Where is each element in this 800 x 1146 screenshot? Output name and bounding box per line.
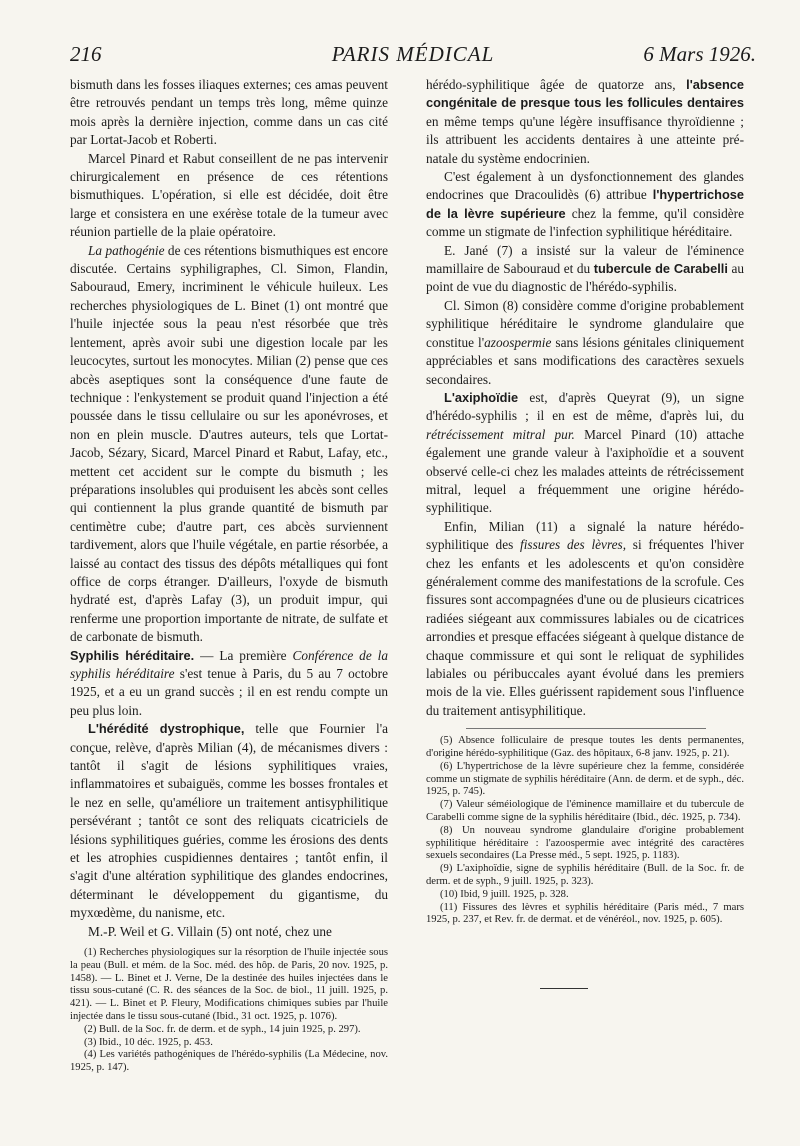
paragraph bbox=[426, 389, 744, 518]
footnote: (11) Fissures des lèvres et syphilis héréditaire (Paris méd., 7 mars 1925, p. 237, et Rev. fr. de dermat. et de vénéréol., nov. 1925, p. 605). bbox=[426, 901, 744, 926]
paragraph-text: de ces rétentions bismuthiques est encore discutée. Certains syphiligraphes, Cl. Simon, Flandin, Sabouraud, Emery, incriminent le véhicule huileux. Les recherches physiologiques de L. Binet (1) ont montré que l'huile injectée sous la peau n'est résorbée que très lentement, après avoir subi une digestion locale par les leucocytes, surtout les monocytes. Milian (2) pense que ces abcès aseptiques sont la conséquence d'une faute de technique : l'enkystement se produit quand l'injection a été poussée dans le tissu cellulaire ou sur les aponévroses, et non en plein muscle. D'autres auteurs, tels que Lortat-Jacob, Sézary, Sicard, Marcel Pinard et Rabut, Lafay, etc., mettent cet accident sur le compte du bismuth ; les préparations insolubles qui produisent les abcès sont celles qui contiennent la plus grande quantité de bismuth par centimètre cube; d'autre part, ces abcès surviennent tardivement, alors que l'huile végétale, en partie résorbée, a laissé au contact des tissus des dépôts métalliques qui font office de corps étranger. D'ailleurs, l'oxyde de bismuth hydraté est, d'après Lafay (3), un produit impur, qui renferme une proportion importante de nitrate, de sulfate et de carbonate de bismuth. bbox=[70, 242, 389, 645]
section-heading: Syphilis héréditaire. bbox=[70, 647, 195, 663]
emphasis: fissures des lèvres, bbox=[520, 537, 627, 553]
page-number: 216 bbox=[70, 42, 102, 66]
paragraph-text: Cl. Simon (8) considère comme d'origine probablement syphilitique héréditaire le syndrome glandulaire que constitue l' bbox=[426, 297, 744, 350]
footnote: (10) Ibid, 9 juill. 1925, p. 328. bbox=[440, 888, 569, 900]
highlight: tubercule de Carabelli bbox=[593, 261, 728, 277]
emphasis: rétrécissement mitral pur. bbox=[426, 426, 575, 442]
paragraph-text: C'est également à un dysfonctionnement des glandes endocrines que Dracoulidès (6) attribue bbox=[426, 169, 744, 203]
paragraph bbox=[426, 76, 744, 168]
footnote: (5) Absence folliculaire de presque toutes les dents permanentes, d'origine hérédo-syphilitique (Gaz. des hôpitaux, 6-8 janv. 1925, p. 21). bbox=[426, 735, 744, 760]
emphasis: Conférence de la syphilis héréditaire bbox=[70, 647, 388, 681]
paragraph: M.-P. Weil et G. Villain (5) ont noté, chez une bbox=[88, 923, 332, 939]
left-column bbox=[70, 76, 388, 1075]
section-heading: L'hérédité dystrophique, bbox=[88, 721, 245, 737]
paragraph-text: au point de vue du diagnostic de l'hérédo-syphilis. bbox=[426, 261, 745, 295]
footnote-divider bbox=[466, 728, 706, 729]
paragraph-text: en même temps qu'une légère insuffisance thyroïdienne ; ils attribuent les accidents dentaires à une atteinte pré-natale du système endocrinien. bbox=[426, 113, 744, 166]
paragraph-text: chez la femme, qu'il considère comme un stigmate de l'infection syphilitique héréditaire. bbox=[426, 205, 745, 240]
paragraph-text: telle que Fournier l'a conçue, relève, d'après Milian (4), de mécanismes divers : tantôt il s'agit de lésions syphilitiques vraies, inflammatoires et subaiguës, comme les bosses frontales et le nez en selle, qu'améliore un traitement antisyphilitique persévérant ; tantôt ce sont des reliquats cicatriciels de lésions syphilitiques guéries, comme les érosions des dents et les atrophies cuspidiennes dentaires ; tantôt enfin, il s'agit d'une altération syphilitique des glandes endocrines, déterminant le développement du gigantisme, du myxœdème, du nanisme, etc. bbox=[70, 721, 388, 921]
paragraph-text: E. Jané (7) a insisté sur la valeur de l'éminence mamillaire de Sabouraud et du bbox=[426, 242, 744, 277]
page-header bbox=[70, 42, 756, 66]
paragraph bbox=[426, 242, 744, 297]
paragraph bbox=[70, 647, 388, 721]
paragraph-text: si fréquentes l'hiver chez les enfants et les adolescents et qu'on considère généralement comme des manifestations de la scrofule. Ces fissures sont accompagnées d'une ou de plusieurs cicatrices radiées siégeant aux commissures labiales ou de cicatrices arrondies et presque effacées siégeant à quelque distance de chaque commissure et qui sont le reliquat de syphilides labiales ou péribuccales ayant évolué dans les premiers mois de la vie. Elles guérissent rapidement sous l'influence du traitement antisyphilitique. bbox=[426, 537, 744, 718]
highlight: l'hypertrichose de la lèvre supérieure bbox=[426, 187, 744, 221]
footnote: (9) L'axiphoïdie, signe de syphilis héréditaire (Bull. de la Soc. fr. de derm. et de syph., 9 juill. 1925, p. 323). bbox=[426, 863, 744, 887]
highlight: l'absence congénitale de presque tous les follicules dentaires bbox=[426, 77, 744, 111]
footnotes bbox=[426, 735, 744, 927]
journal-title: PARIS MÉDICAL bbox=[331, 42, 495, 66]
paragraph-text: Enfin, Milian (11) a signalé la nature hérédo-syphilitique des bbox=[426, 518, 744, 553]
paragraph-text: Marcel Pinard (10) attache également une grande valeur à l'axiphoïdie et a souvent observé celle-ci chez les malades atteints de rétrécissement mitral, lequel a fréquemment une origine hérédo-syphilitique. bbox=[426, 426, 744, 516]
issue-date: 6 Mars 1926. bbox=[643, 42, 756, 66]
paragraph: bismuth dans les fosses iliaques externes; ces amas peuvent être retrouvés pendant un temps très long, même quinze mois après la dernière injection, comme dans un cas cité par Lortat-Jacob et Roberti. bbox=[70, 77, 388, 148]
footnote: (2) Bull. de la Soc. fr. de derm. et de syph., 14 juin 1925, p. 297). bbox=[84, 1023, 361, 1035]
footnote: (4) Les variétés pathogéniques de l'hérédo-syphilis (La Médecine, nov. 1925, p. 147). bbox=[70, 1049, 388, 1074]
highlight: L'axiphoïdie bbox=[444, 389, 519, 405]
paragraph-text: hérédo-syphilitique âgée de quatorze ans, bbox=[426, 77, 687, 92]
right-column bbox=[426, 76, 744, 927]
paragraph bbox=[426, 297, 744, 389]
paragraph: Marcel Pinard et Rabut conseillent de ne pas intervenir chirurgicalement en présence de ces rétentions bismuthiques. L'opération, si elle est décidée, doit être large et consistera en une exérèse totale de la tumeur avec réunion partielle de la plaie opératoire. bbox=[70, 150, 388, 240]
end-divider bbox=[540, 988, 588, 989]
paragraph-text: sans lésions génitales cliniquement appréciables et sans modifications des caractères sexuels secondaires. bbox=[426, 334, 745, 387]
footnote: (8) Un nouveau syndrome glandulaire d'origine probablement syphilitique héréditaire : l'azoospermie avec intégrité des caractères sexuels secondaires (La Presse méd., 5 sept. 1925, p. 1183). bbox=[426, 824, 744, 862]
emphasis: La pathogénie bbox=[88, 242, 165, 258]
footnote: (3) Ibid., 10 déc. 1925, p. 453. bbox=[84, 1036, 213, 1048]
footnote: (6) L'hypertrichose de la lèvre supérieure chez la femme, considérée comme un stigmate de syphilis héréditaire (Ann. de derm. et de syph., déc. 1925, p. 745). bbox=[426, 760, 744, 798]
paragraph-text: — La première bbox=[194, 647, 293, 663]
paragraph bbox=[426, 518, 744, 720]
paragraph-text: est, d'après Queyrat (9), un signe d'hérédo-syphilis ; il en est de même, d'après lui, du bbox=[426, 389, 744, 424]
paragraph bbox=[70, 720, 388, 922]
paragraph bbox=[426, 168, 744, 242]
footnote: (1) Recherches physiologiques sur la résorption de l'huile injectée sous la peau (Bull. et mém. de la Soc. méd. des hôp. de Paris, 20 nov. 1925, p. 1458). — L. Binet et J. Verne, De la destinée des huiles injectées dans le tissu sous-cutané (C. R. des séances de la Soc. de biol., 11 juill. 1925, p. 421). — L. Binet et P. Fleury, Modifications chimiques subies par l'huile injectée dans le tissu sous-cutané (Ibid., 31 oct. 1925, p. 1076). bbox=[70, 947, 388, 1023]
paragraph-text: s'est tenue à Paris, du 5 au 7 octobre 1925, et a eu un grand succès ; il en est rendu compte un peu plus loin. bbox=[70, 666, 389, 718]
paragraph bbox=[70, 242, 388, 647]
footnotes bbox=[70, 947, 388, 1075]
emphasis: azoospermie bbox=[484, 334, 552, 350]
footnote: (7) Valeur séméiologique de l'éminence mamillaire et du tubercule de Carabelli comme signe de la syphilis héréditaire (Ibid., déc. 1925, p. 734). bbox=[426, 799, 744, 823]
